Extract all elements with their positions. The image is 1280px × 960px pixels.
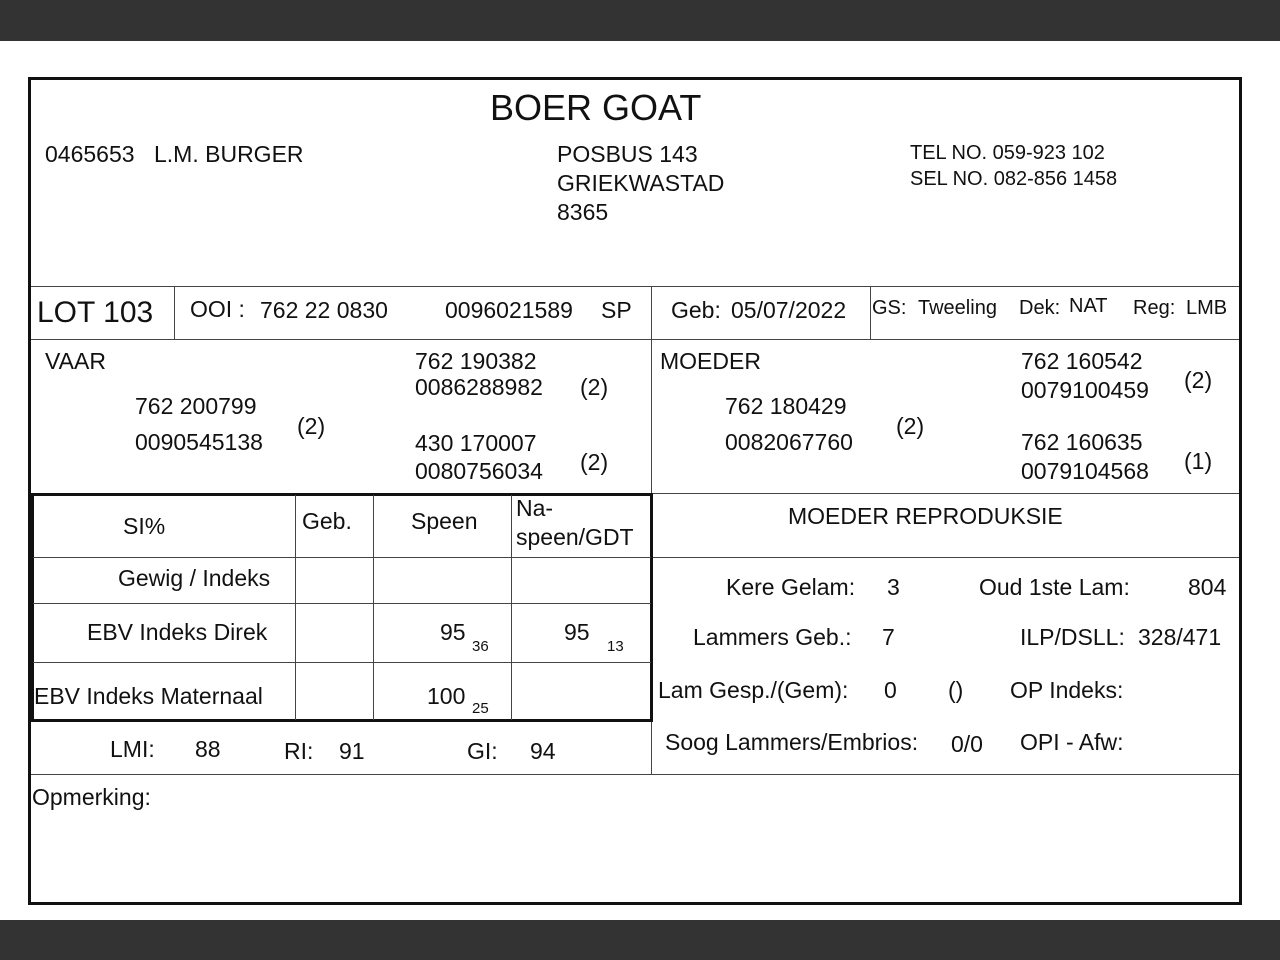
- moeder-sire-reg: 0079100459: [1021, 377, 1149, 403]
- kere-gelam-value: 3: [887, 574, 900, 600]
- address-line-2: GRIEKWASTAD: [557, 170, 725, 196]
- si-header-speen: Speen: [411, 508, 478, 534]
- soog-value: 0/0: [951, 731, 983, 757]
- kere-gelam-label: Kere Gelam:: [726, 574, 856, 600]
- ooi-label: OOI :: [190, 296, 245, 322]
- moeder-id: 762 180429: [725, 393, 847, 419]
- vaar-reg: 0090545138: [135, 429, 263, 455]
- si-header-geb: Geb.: [302, 508, 352, 534]
- tel-number: TEL NO. 059-923 102: [910, 142, 1105, 164]
- op-indeks-label: OP Indeks:: [1010, 677, 1124, 703]
- ooi-code: SP: [601, 297, 632, 323]
- bottom-bar: [0, 920, 1280, 960]
- vaar-dam-id: 430 170007: [415, 430, 537, 456]
- top-bar: [0, 0, 1280, 41]
- vaar-label: VAAR: [45, 348, 106, 374]
- opmerking-label: Opmerking:: [32, 784, 151, 810]
- breeder-name: L.M. BURGER: [154, 141, 304, 167]
- lam-gesp-value: 0: [884, 677, 897, 703]
- gs-label: GS:: [872, 297, 907, 319]
- si-row-2-naspeen: 95: [564, 619, 590, 645]
- reg-label: Reg:: [1133, 297, 1176, 319]
- moeder-count: (2): [896, 413, 925, 439]
- gi-value: 94: [530, 738, 556, 764]
- si-col-line-3: [511, 495, 512, 720]
- vaar-id: 762 200799: [135, 393, 257, 419]
- oud-lam-label: Oud 1ste Lam:: [979, 574, 1130, 600]
- divider-geb: [870, 286, 871, 339]
- si-header-naspeen-2: speen/GDT: [516, 524, 634, 550]
- moeder-dam-id: 762 160635: [1021, 429, 1143, 455]
- lmi-label: LMI:: [110, 736, 155, 762]
- opi-label: OPI - Afw:: [1020, 729, 1124, 755]
- moeder-sire-id: 762 160542: [1021, 348, 1143, 374]
- si-row-3-speen-sub: 25: [472, 700, 489, 717]
- moeder-label: MOEDER: [660, 348, 761, 374]
- lot-card: [28, 77, 1242, 905]
- moeder-dam-reg: 0079104568: [1021, 458, 1149, 484]
- divider-opmerking: [31, 774, 1239, 775]
- vaar-dam-count: (2): [580, 449, 609, 475]
- vaar-count: (2): [297, 413, 326, 439]
- page-title: BOER GOAT: [490, 87, 702, 128]
- lam-gesp-label: Lam Gesp./(Gem):: [658, 677, 849, 703]
- lmi-value: 88: [195, 736, 221, 762]
- lot-label: LOT 103: [37, 296, 154, 329]
- divider-header: [31, 286, 1239, 287]
- si-row-1-label: Gewig / Indeks: [118, 565, 271, 591]
- lam-gem-value: (): [948, 677, 964, 703]
- si-row-2-naspeen-sub: 13: [607, 638, 624, 655]
- si-row-line-1: [33, 557, 651, 558]
- moeder-reg: 0082067760: [725, 429, 853, 455]
- si-header-naspeen-1: Na-: [516, 495, 554, 521]
- ilp-value: 328/471: [1138, 624, 1222, 650]
- ri-value: 91: [339, 738, 365, 764]
- si-row-2-label: EBV Indeks Direk: [87, 619, 268, 645]
- ilp-label: ILP/DSLL:: [1020, 624, 1125, 650]
- vaar-sire-id: 762 190382: [415, 348, 537, 374]
- sel-number: SEL NO. 082-856 1458: [910, 168, 1118, 190]
- dek-label: Dek:: [1019, 297, 1061, 319]
- ooi-id: 762 22 0830: [260, 297, 388, 323]
- si-col-line-2: [373, 495, 374, 720]
- breeder-id: 0465653: [45, 141, 135, 167]
- geb-label: Geb:: [671, 297, 721, 323]
- si-row-2-speen-sub: 36: [472, 638, 489, 655]
- divider-repro-title: [650, 557, 1239, 558]
- vaar-sire-count: (2): [580, 374, 609, 400]
- lammers-geb-value: 7: [882, 624, 895, 650]
- reproduksie-title: MOEDER REPRODUKSIE: [788, 503, 1063, 529]
- lammers-geb-label: Lammers Geb.:: [693, 624, 852, 650]
- gi-label: GI:: [467, 738, 498, 764]
- address-line-3: 8365: [557, 199, 609, 225]
- address-line-1: POSBUS 143: [557, 141, 698, 167]
- ri-label: RI:: [284, 738, 314, 764]
- vaar-sire-reg: 0086288982: [415, 374, 543, 400]
- ooi-reg: 0096021589: [445, 297, 573, 323]
- si-header-si: SI%: [123, 513, 166, 539]
- geb-date: 05/07/2022: [731, 297, 847, 323]
- si-row-3-speen: 100: [427, 683, 466, 709]
- moeder-sire-count: (2): [1184, 367, 1213, 393]
- divider-lot: [31, 339, 1239, 340]
- dek-value: NAT: [1069, 295, 1108, 317]
- soog-label: Soog Lammers/Embrios:: [665, 729, 919, 755]
- si-row-line-3: [33, 662, 651, 663]
- divider-lot-label: [174, 286, 175, 339]
- si-row-line-2: [33, 603, 651, 604]
- oud-lam-value: 804: [1188, 574, 1227, 600]
- reg-value: LMB: [1186, 297, 1228, 319]
- moeder-dam-count: (1): [1184, 448, 1213, 474]
- si-row-3-label: EBV Indeks Maternaal: [34, 683, 263, 709]
- si-row-2-speen: 95: [440, 619, 466, 645]
- vaar-dam-reg: 0080756034: [415, 458, 543, 484]
- si-col-line-1: [295, 495, 296, 720]
- divider-pedigree-right: [650, 493, 1239, 494]
- gs-value: Tweeling: [918, 297, 997, 319]
